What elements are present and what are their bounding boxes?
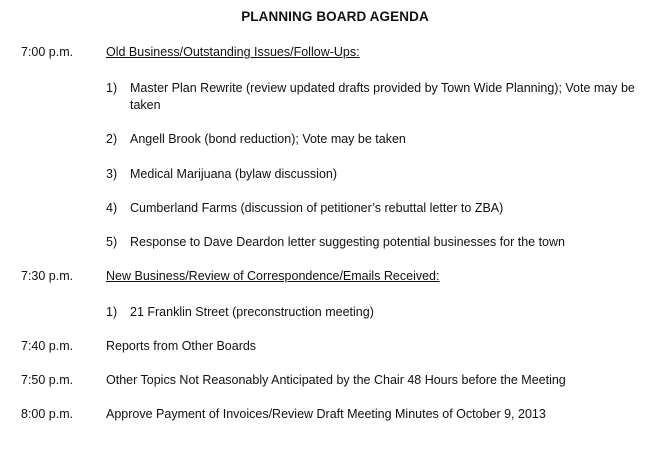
agenda-item	[106, 234, 636, 251]
agenda-time: 7:50 p.m.	[21, 373, 74, 387]
section-heading: New Business/Review of Correspondence/Emails Received:	[106, 269, 440, 283]
section-heading: Reports from Other Boards	[106, 339, 257, 353]
item-number: 3)	[106, 167, 118, 181]
agenda-time: 7:00 p.m.	[21, 45, 74, 59]
agenda-time: 7:40 p.m.	[21, 339, 74, 353]
section-heading: Approve Payment of Invoices/Review Draft Meeting Minutes of October 9, 2013	[106, 407, 546, 421]
item-number: 1)	[106, 81, 118, 95]
item-text: 21 Franklin Street (preconstruction meeting)	[130, 305, 374, 319]
agenda-item	[106, 166, 636, 183]
agenda-item	[106, 131, 636, 148]
agenda-item	[106, 304, 636, 321]
section-heading: Other Topics Not Reasonably Anticipated by the Chair 48 Hours before the Meeting	[106, 373, 566, 387]
item-number: 5)	[106, 235, 118, 249]
item-number: 4)	[106, 201, 118, 215]
agenda-time: 7:30 p.m.	[21, 269, 74, 283]
section-heading: Old Business/Outstanding Issues/Follow-Ups:	[106, 45, 360, 59]
agenda-item	[106, 200, 636, 217]
item-number: 1)	[106, 305, 118, 319]
item-number: 2)	[106, 132, 118, 146]
page-title: PLANNING BOARD AGENDA	[241, 9, 429, 24]
item-text: Medical Marijuana (bylaw discussion)	[130, 167, 338, 181]
item-text: Angell Brook (bond reduction); Vote may be taken	[130, 132, 406, 146]
agenda-item	[106, 80, 636, 114]
item-text: Master Plan Rewrite (review updated drafts provided by Town Wide Planning); Vote may be taken	[130, 81, 635, 112]
agenda-time: 8:00 p.m.	[21, 407, 74, 421]
item-text: Response to Dave Deardon letter suggesting potential businesses for the town	[130, 235, 565, 249]
item-text: Cumberland Farms (discussion of petitioner’s rebuttal letter to ZBA)	[130, 201, 504, 215]
